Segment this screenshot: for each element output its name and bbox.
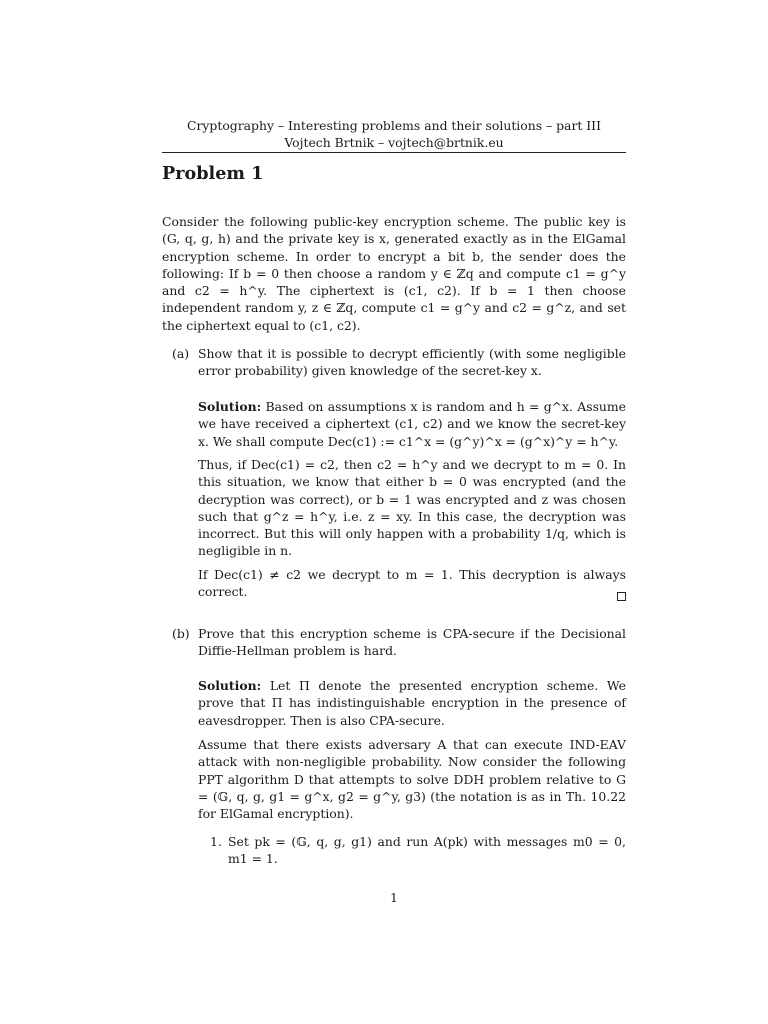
page-number: 1: [390, 890, 398, 905]
part-a-solution-p1: [198, 398, 626, 450]
part-b-solution-p2: Assume that there exists adversary A that can execute IND-EAV attack with non-negligible probability. Now consider the following PPT algorithm D that attempts to solve DDH problem relative to G = (𝔾, q, g, g1 = g^x, g2 = g^y, g3) (the notation is as in Th. 10.22 for ElGamal encryption).: [198, 737, 626, 822]
part-a-label: (a): [172, 346, 190, 361]
part-b-solution-text-1: Let Π denote the presented encryption scheme. We prove that Π has indistinguishable encryption in the presence of eavesdropper. Then is also CPA-secure.: [198, 678, 626, 728]
part-a-solution-p2: Thus, if Dec(c1) = c2, then c2 = h^y and we decrypt to m = 0. In this situation, we know that either b = 0 was encrypted (and the decryption was correct), or b = 1 was encrypted and z was chosen such that g^z = h^y, i.e. z = xy. In this case, the decryption was incorrect. But this will only happen with a probability 1/q, which is negligible in n.: [198, 457, 626, 559]
step-number: 1.: [210, 834, 222, 849]
header-author: Vojtech Brtnik – vojtech@brtnik.eu: [284, 135, 504, 150]
step-text: Set pk = (𝔾, q, g, g1) and run A(pk) with messages m0 = 0, m1 = 1.: [228, 834, 626, 867]
problem-statement: Consider the following public-key encryption scheme. The public key is (G, q, g, h) and the private key is x, generated exactly as in the ElGamal encryption scheme. In order to encrypt a bit b, the sender does the following: If b = 0 then choose a random y ∈ ℤq and compute c1 = g^y and c2 = h^y. The ciphertext is (c1, c2). If b = 1 then choose independent random y, z ∈ ℤq, compute c1 = g^y and c2 = g^z, and set the ciphertext equal to (c1, c2).: [162, 214, 626, 333]
part-b-label: (b): [172, 626, 190, 641]
header-title: Cryptography – Interesting problems and their solutions – part III: [187, 118, 601, 133]
header-rule: [162, 152, 626, 153]
part-a-solution-label: Solution:: [198, 399, 262, 414]
qed-square-icon: [617, 592, 626, 601]
part-a-question: Show that it is possible to decrypt efficiently (with some negligible error probability) given knowledge of the secret-key x.: [198, 346, 626, 379]
part-a-solution-p3: If Dec(c1) ≠ c2 we decrypt to m = 1. This decryption is always correct.: [198, 567, 626, 600]
paper-page: [162, 0, 626, 1024]
problem-title: Problem 1: [162, 163, 264, 184]
part-b-question: Prove that this encryption scheme is CPA-secure if the Decisional Diffie-Hellman problem is hard.: [198, 626, 626, 659]
running-header: [162, 117, 626, 151]
part-b-solution-label: Solution:: [198, 678, 262, 693]
part-a-solution-text-1: Based on assumptions x is random and h = g^x. Assume we have received a ciphertext (c1, c2) and we know the secret-key x. We shall compute Dec(c1) := c1^x = (g^y)^x = (g^x)^y = h^y.: [198, 399, 626, 449]
part-b-solution-p1: [198, 677, 626, 729]
